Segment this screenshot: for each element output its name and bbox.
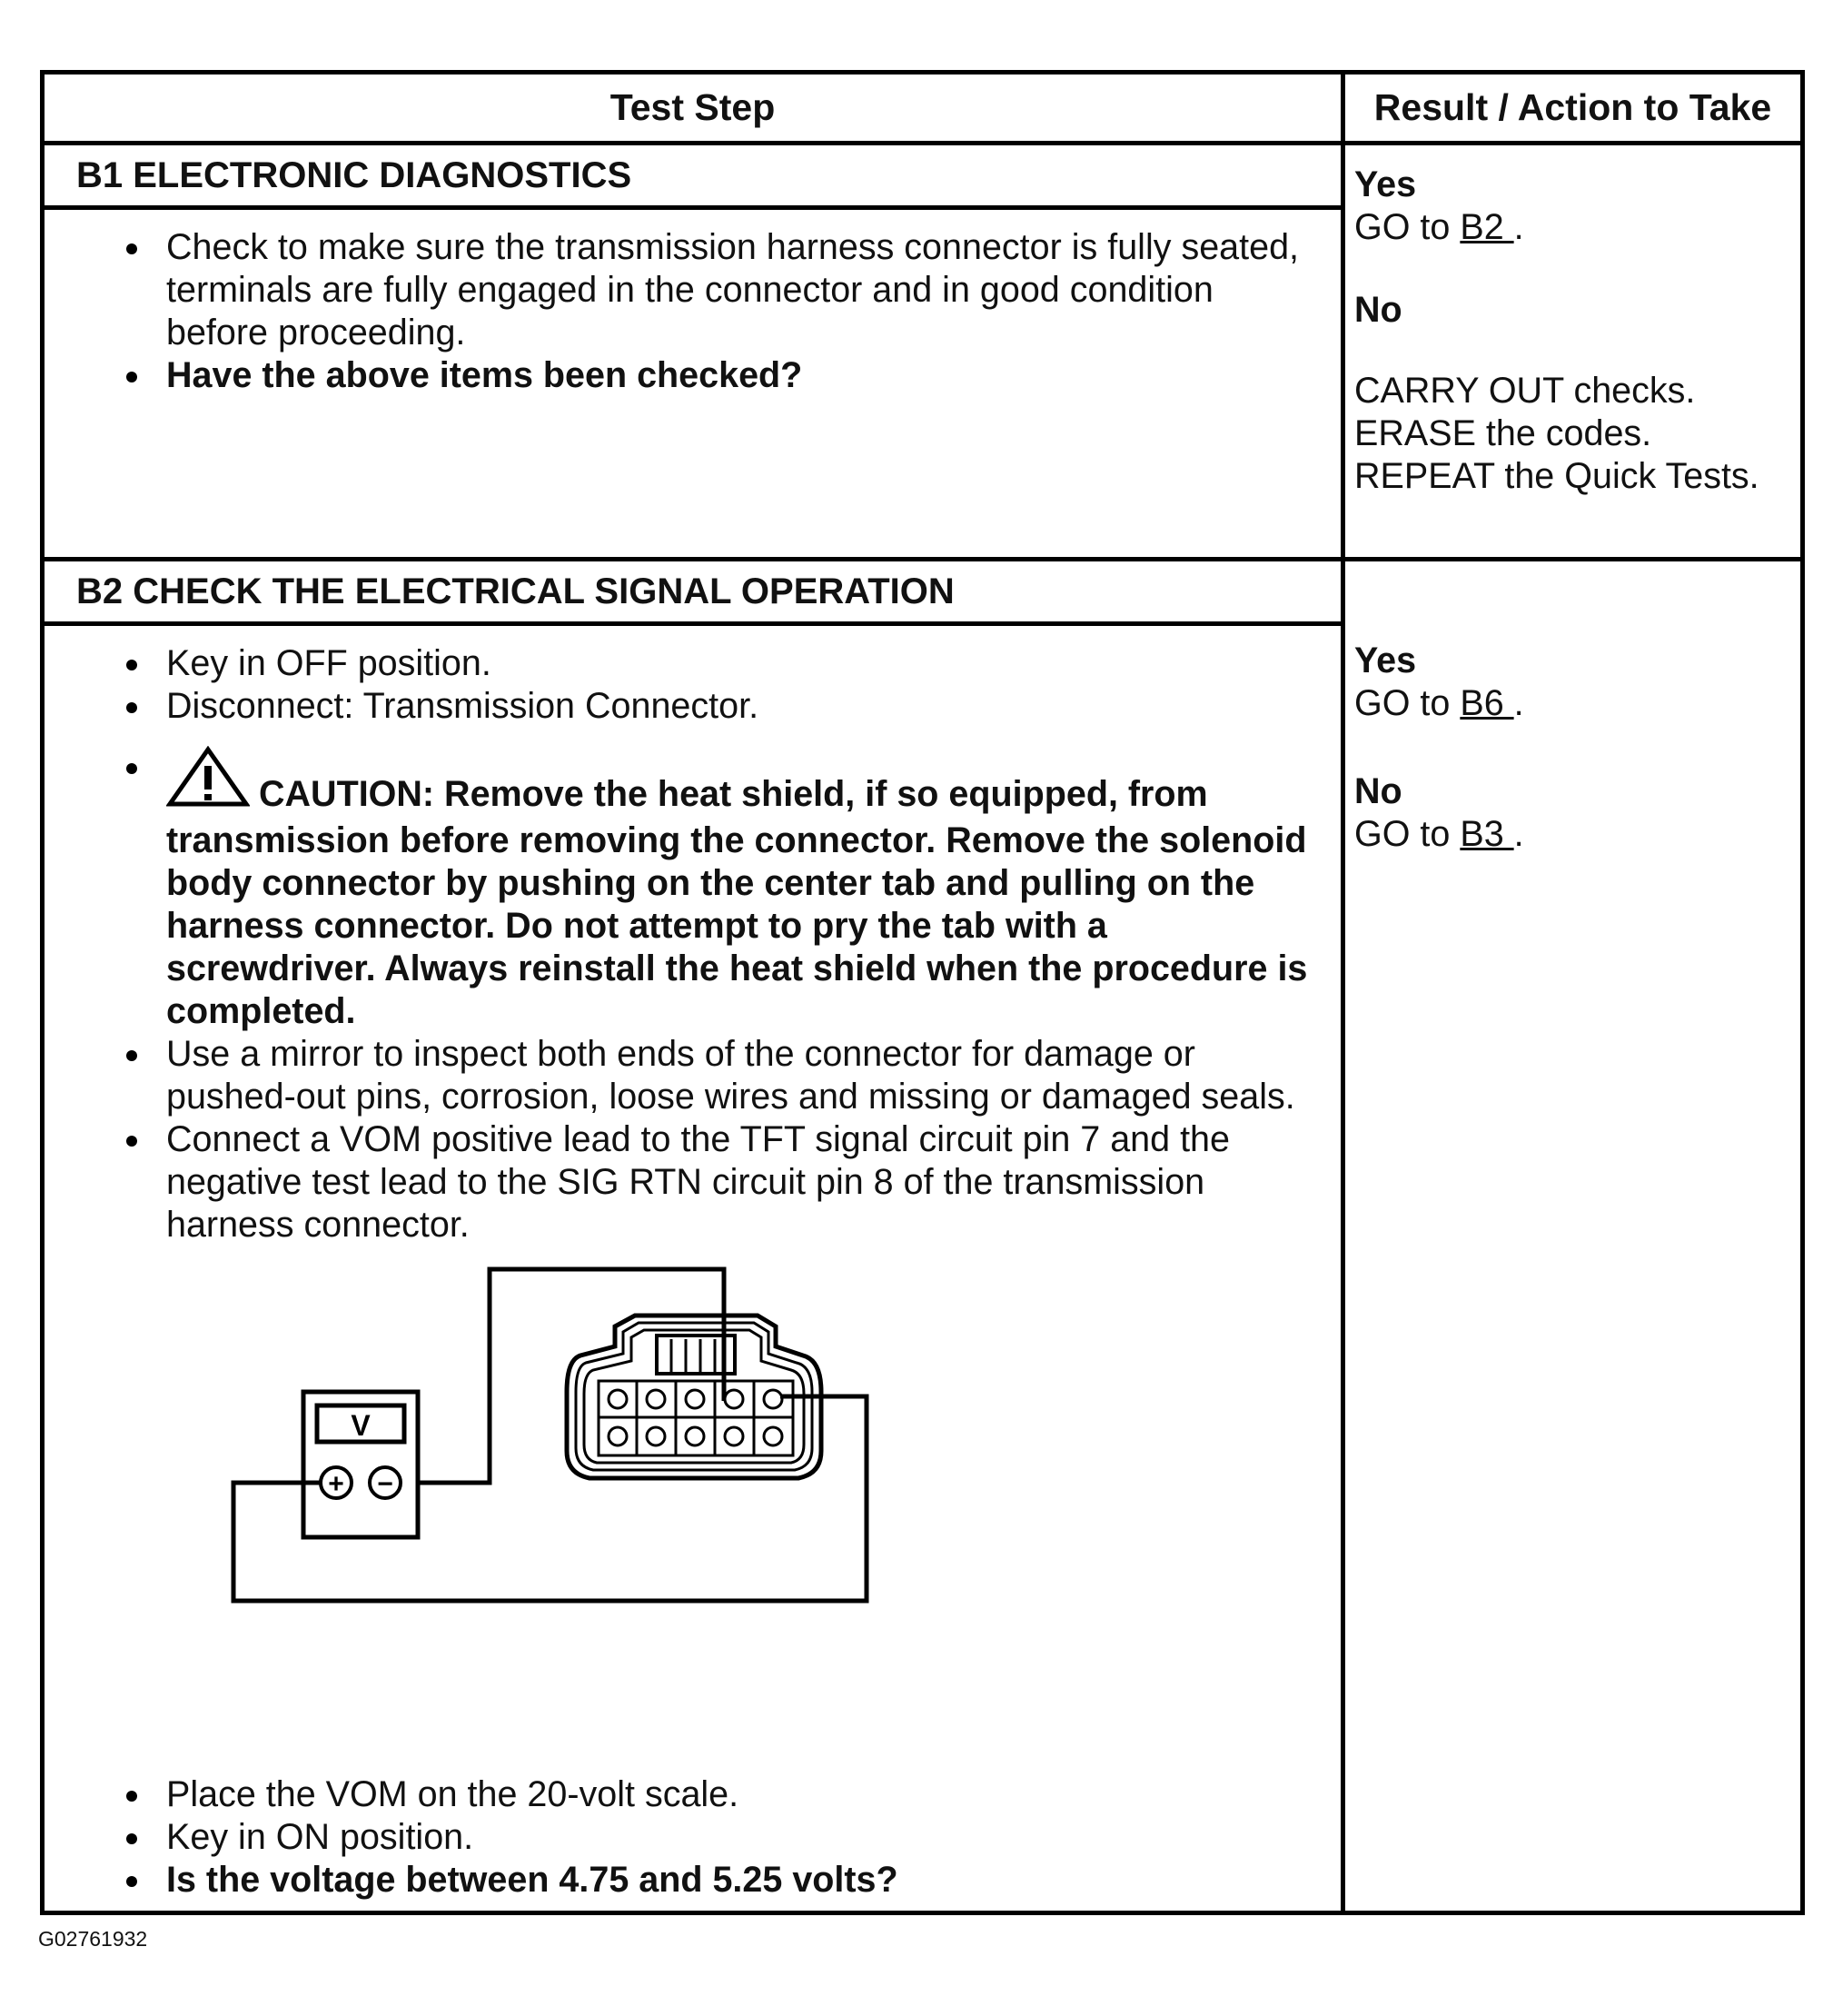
b1-yes-block [1354, 164, 1800, 249]
b2-caution-text: CAUTION: Remove the heat shield, if so equipped, from transmission before removing the connector. Remove the solenoid body connector by pushing on the center tab and pulling on the harness connector. Do not attempt to pry the tab with a screwdriver. Always reinstall the heat shield when the procedure is completed. [166, 774, 1308, 1031]
b2-yes-block [1354, 640, 1800, 725]
vom-plus-label: + [328, 1469, 344, 1499]
connector-pin [725, 1427, 743, 1445]
b2-step: Key in ON position. [166, 1816, 1323, 1859]
b2-result-cell [1343, 560, 1803, 1913]
b1-no-action: CARRY OUT checks. [1354, 371, 1696, 411]
connector-pin [764, 1427, 782, 1445]
b2-caution-step [166, 746, 1323, 1033]
b2-step-list-continued [45, 1773, 1341, 1911]
b1-yes-go: GO to [1354, 207, 1461, 247]
connector-pin [686, 1427, 704, 1445]
header-result-action: Result / Action to Take [1343, 73, 1803, 144]
b2-yes-action: GO to B6 . [1354, 683, 1524, 723]
b1-no-action: REPEAT the Quick Tests. [1354, 456, 1759, 496]
connector-pin [609, 1390, 627, 1408]
b1-step-list [45, 210, 1341, 406]
vom-display-label: V [351, 1409, 371, 1442]
b2-no-action: GO to B3 . [1354, 814, 1524, 854]
b2-step: Connect a VOM positive lead to the TFT signal circuit pin 7 and the negative test lead to the SIG RTN circuit pin 8 of the transmission harness connector. [166, 1118, 1323, 1246]
wiring-diagram-svg [45, 1256, 1345, 1773]
warning-triangle-icon [166, 746, 250, 819]
vom-connector-diagram [45, 1256, 1341, 1773]
header-test-step: Test Step [43, 73, 1343, 144]
b1-step: Have the above items been checked? [166, 354, 1323, 397]
b2-step: Is the voltage between 4.75 and 5.25 volts? [166, 1859, 1323, 1902]
b1-yes-action: GO to B2 . [1354, 207, 1524, 247]
vom-minus-label: − [377, 1469, 393, 1499]
figure-id: G02761932 [38, 1927, 148, 1951]
b1-steps-cell [43, 208, 1343, 560]
b1-no-label: No [1354, 290, 1402, 330]
diagnostic-table [40, 70, 1805, 1915]
b1-no-block [1354, 289, 1800, 498]
b1-yes-label: Yes [1354, 164, 1417, 204]
connector-pin [647, 1390, 665, 1408]
b2-no-link[interactable]: B3 [1460, 814, 1514, 854]
b1-title: B1 ELECTRONIC DIAGNOSTICS [43, 144, 1343, 208]
signal-wire [419, 1269, 724, 1483]
b2-yes-label: Yes [1354, 641, 1417, 680]
connector-pin [647, 1427, 665, 1445]
b2-yes-go: GO to [1354, 683, 1461, 723]
b2-step: Use a mirror to inspect both ends of the connector for damage or pushed-out pins, corrosion, loose wires and missing or damaged seals. [166, 1033, 1323, 1118]
b2-no-label: No [1354, 771, 1402, 811]
connector-pin [686, 1390, 704, 1408]
b2-steps-cell [43, 624, 1343, 1913]
b1-no-actions [1354, 370, 1800, 498]
connector-pin [609, 1427, 627, 1445]
b1-yes-link[interactable]: B2 [1460, 207, 1514, 247]
connector-pin-7 [725, 1390, 743, 1408]
b2-no-block [1354, 770, 1800, 856]
connector-pin-8 [764, 1390, 782, 1408]
b1-no-action: ERASE the codes. [1354, 413, 1652, 453]
b2-step-list [45, 626, 1341, 1256]
b2-step: Key in OFF position. [166, 642, 1323, 685]
b2-step: Disconnect: Transmission Connector. [166, 685, 1323, 728]
b2-yes-link[interactable]: B6 [1460, 683, 1514, 723]
b1-result-cell [1343, 144, 1803, 560]
b1-step: Check to make sure the transmission harness connector is fully seated, terminals are fully engaged in the connector and in good condition before proceeding. [166, 226, 1323, 354]
b2-no-go: GO to [1354, 814, 1461, 854]
b2-step: Place the VOM on the 20-volt scale. [166, 1773, 1323, 1816]
b2-title: B2 CHECK THE ELECTRICAL SIGNAL OPERATION [43, 560, 1343, 624]
